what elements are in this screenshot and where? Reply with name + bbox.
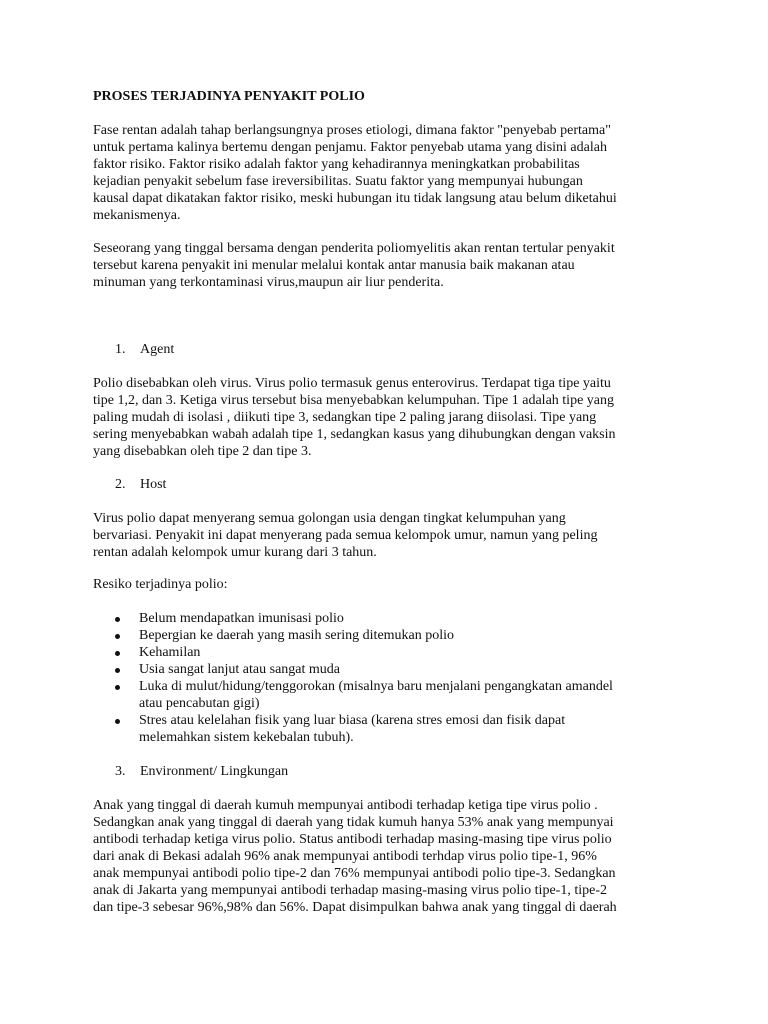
list-item	[93, 712, 683, 746]
section-host-body: Virus polio dapat menyerang semua golongan usia dengan tingkat kelumpuhan yang bervariasi. Penyakit ini dapat menyerang pada semua kelompok umur, namun yang peling rentan adalah kelompok umur kurang dari 3 tahun.	[93, 511, 598, 560]
risk-text: Usia sangat lanjut atau sangat muda	[139, 662, 340, 677]
section-number: 2.	[115, 477, 126, 492]
section-environment-body: Anak yang tinggal di daerah kumuh mempunyai antibodi terhadap ketiga tipe virus polio . Sedangkan anak yang tinggal di daerah yang tidak kumuh hanya 53% anak yang mempunyai antibodi terhadap ketiga virus polio. Status antibodi terhadap masing-masing tipe virus polio dari anak di Bekasi adalah 96% anak mempunyai antibodi terhdap virus polio tipe-1, 96% anak mempunyai antibodi polio tipe-2 dan 76% mempunyai antibodi polio tipe-3. Sedangkan anak di Jakarta yang mempunyai antibodi terhadap masing-masing virus polio tipe-1, tipe-2 dan tipe-3 sebesar 96%,98% dan 56%. Dapat disimpulkan bahwa anak yang tinggal di daerah	[93, 798, 617, 915]
risk-text: Kehamilan	[139, 645, 201, 660]
risk-list	[93, 610, 683, 746]
bullet-icon	[115, 634, 120, 639]
risk-text: Bepergian ke daerah yang masih sering ditemukan polio	[139, 628, 455, 643]
intro-paragraph-1: Fase rentan adalah tahap berlangsungnya proses etiologi, dimana faktor "penyebab pertama" untuk pertama kalinya bertemu dengan penjamu. Faktor penyebab utama yang disini adalah faktor risiko. Faktor risiko adalah faktor yang kehadirannya meningkatkan probabilitas kejadian penyakit sebelum fase ireversibilitas. Suatu faktor yang mempunyai hubungan kausal dapat dikatakan faktor risiko, meski hubungan itu tidak langsung atau belum diketahui mekanismenya.	[93, 123, 617, 223]
list-item	[93, 610, 683, 627]
section-heading-label: Agent	[140, 342, 175, 357]
intro-paragraph-2: Seseorang yang tinggal bersama dengan penderita poliomyelitis akan rentan tertular penyakit tersebut karena penyakit ini menular melalui kontak antar manusia baik makanan atau minuman yang terkontaminasi virus,maupun air liur penderita.	[93, 241, 615, 290]
bullet-icon	[115, 685, 120, 690]
bullet-icon	[115, 651, 120, 656]
section-number: 3.	[115, 764, 126, 779]
list-item	[93, 678, 683, 712]
section-heading-label: Host	[140, 477, 167, 492]
bullet-icon	[115, 719, 120, 724]
list-item	[93, 644, 683, 661]
section-agent-body: Polio disebabkan oleh virus. Virus polio termasuk genus enterovirus. Terdapat tiga tipe yaitu tipe 1,2, dan 3. Ketiga virus tersebut bisa menyebabkan kelumpuhan. Tipe 1 adalah tipe yang paling mudah di isolasi , diikuti tipe 3, sedangkan tipe 2 paling jarang diisolasi. Tipe yang sering menyebabkan wabah adalah tipe 1, sedangkan kasus yang dihubungkan dengan vaksin yang disebabkan oleh tipe 2 dan tipe 3.	[93, 376, 616, 459]
bullet-icon	[115, 617, 120, 622]
list-item	[93, 627, 683, 644]
risk-intro: Resiko terjadinya polio:	[93, 577, 228, 592]
risk-text: Luka di mulut/hidung/tenggorokan (misalnya baru menjalani pengangkatan amandel atau pencabutan gigi)	[139, 679, 613, 711]
list-item	[93, 661, 683, 678]
document-title: PROSES TERJADINYA PENYAKIT POLIO	[93, 89, 365, 104]
section-number: 1.	[115, 342, 126, 357]
section-heading-label: Environment/ Lingkungan	[140, 764, 289, 779]
bullet-icon	[115, 668, 120, 673]
risk-text: Belum mendapatkan imunisasi polio	[139, 611, 344, 626]
risk-text: Stres atau kelelahan fisik yang luar biasa (karena stres emosi dan fisik dapat melemahkan sistem kekebalan tubuh).	[139, 713, 566, 745]
